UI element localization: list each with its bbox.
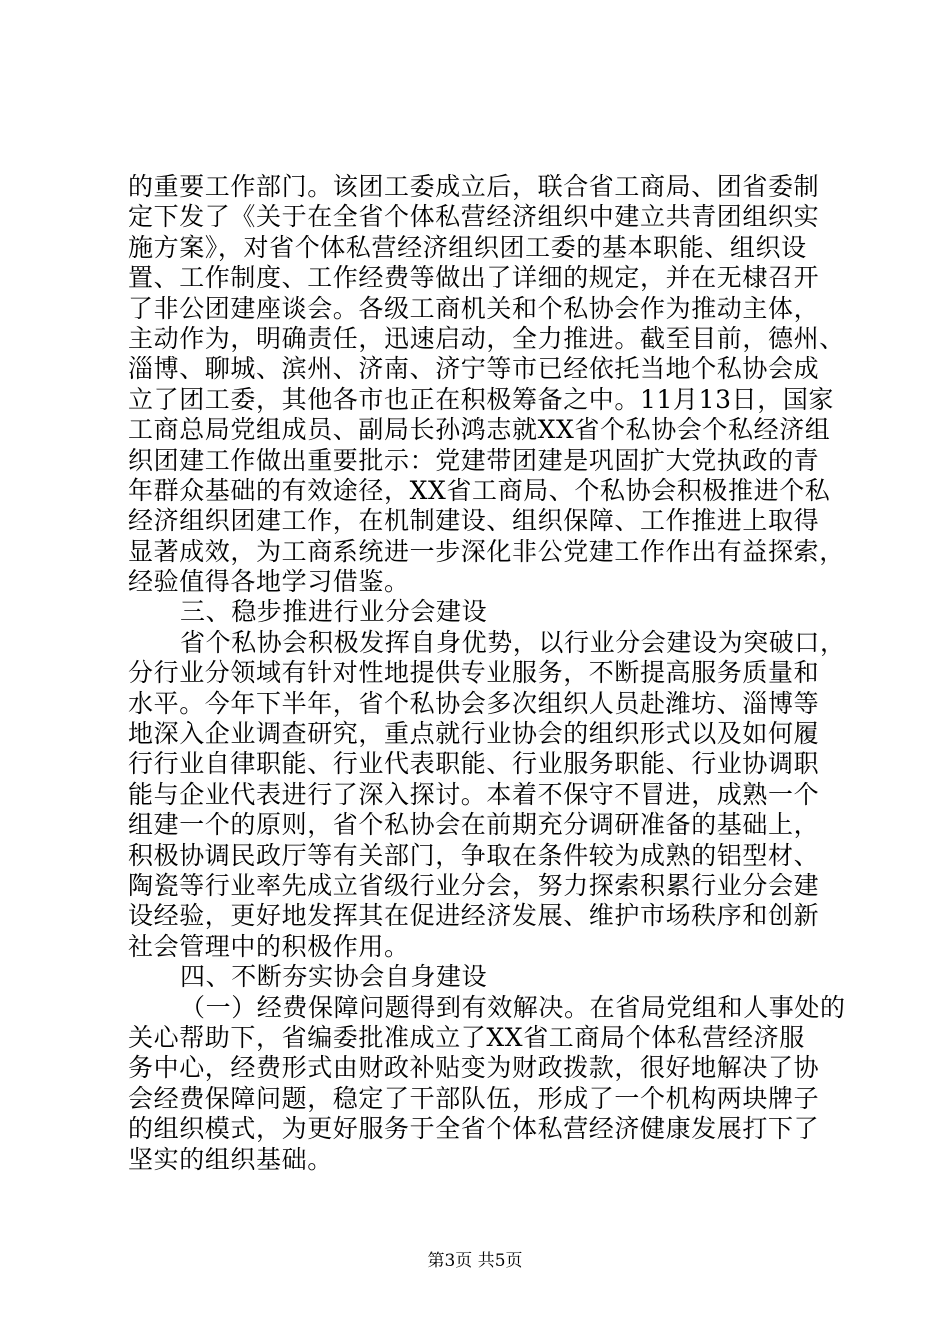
text-line: 主动作为，明确责任，迅速启动，全力推进。截至目前，德州、 — [128, 323, 845, 353]
text-line: 设经验，更好地发挥其在促进经济发展、维护市场秩序和创新 — [128, 901, 820, 931]
text-line: 经济组织团建工作，在机制建设、组织保障、工作推进上取得 — [128, 506, 820, 536]
text-line: 地深入企业调查研究，重点就行业协会的组织形式以及如何履 — [128, 719, 820, 749]
section-heading: 四、不断夯实协会自身建设 — [180, 962, 488, 992]
section-heading: 三、稳步推进行业分会建设 — [180, 597, 488, 627]
text-line: 社会管理中的积极作用。 — [128, 931, 410, 961]
text-line: 的重要工作部门。该团工委成立后，联合省工商局、团省委制 — [128, 172, 820, 201]
text-line: 积极协调民政厅等有关部门，争取在条件较为成熟的铝型材、 — [128, 840, 820, 870]
text-line: 经验值得各地学习借鉴。 — [128, 567, 410, 597]
text-line: 的组织模式，为更好服务于全省个体私营经济健康发展打下了 — [128, 1114, 820, 1144]
text-line: 关心帮助下，省编委批准成立了XX省工商局个体私营经济服 — [128, 1022, 805, 1052]
text-line: 行行业自律职能、行业代表职能、行业服务职能、行业协调职 — [128, 749, 820, 779]
text-line: 定下发了《关于在全省个体私营经济组织中建立共青团组织实 — [128, 202, 820, 232]
text-line: 水平。今年下半年，省个私协会多次组织人员赴潍坊、淄博等 — [128, 688, 820, 718]
text-line: 工商总局党组成员、副局长孙鸿志就XX省个私协会个私经济组 — [128, 415, 831, 445]
text-line: 分行业分领域有针对性地提供专业服务，不断提高服务质量和 — [128, 658, 820, 688]
text-line: 淄博、聊城、滨州、济南、济宁等市已经依托当地个私协会成 — [128, 354, 820, 384]
text-line: 能与企业代表进行了深入探讨。本着不保守不冒进，成熟一个 — [128, 779, 820, 809]
text-line: 织团建工作做出重要批示：党建带团建是巩固扩大党执政的青 — [128, 445, 820, 475]
text-line: 施方案》，对省个体私营经济组织团工委的基本职能、组织设 — [128, 232, 807, 262]
text-line: 陶瓷等行业率先成立省级行业分会，努力探索积累行业分会建 — [128, 870, 820, 900]
text-line: 会经费保障问题，稳定了干部队伍，形成了一个机构两块牌子 — [128, 1083, 820, 1113]
text-line: 组建一个的原则，省个私协会在前期充分调研准备的基础上， — [128, 810, 820, 840]
page-number-label: 第3页 共5页 — [427, 1251, 523, 1271]
text-line: 显著成效，为工商系统进一步深化非公党建工作作出有益探索， — [128, 536, 845, 566]
text-line: 务中心，经费形式由财政补贴变为财政拨款，很好地解决了协 — [128, 1053, 820, 1083]
text-line: 年群众基础的有效途径，XX省工商局、个私协会积极推进个私 — [128, 475, 831, 505]
text-line: 坚实的组织基础。 — [128, 1144, 333, 1174]
text-line: 了非公团建座谈会。各级工商机关和个私协会作为推动主体， — [128, 293, 820, 323]
document-body — [128, 172, 848, 1175]
text-line: 置、工作制度、工作经费等做出了详细的规定，并在无棣召开 — [128, 263, 820, 293]
text-line: （一）经费保障问题得到有效解决。在省局党组和人事处的 — [180, 992, 846, 1022]
text-line: 省个私协会积极发挥自身优势，以行业分会建设为突破口， — [180, 627, 846, 657]
text-line: 立了团工委，其他各市也正在积极筹备之中。11月13日，国家 — [128, 384, 835, 414]
page-footer — [0, 1246, 950, 1271]
